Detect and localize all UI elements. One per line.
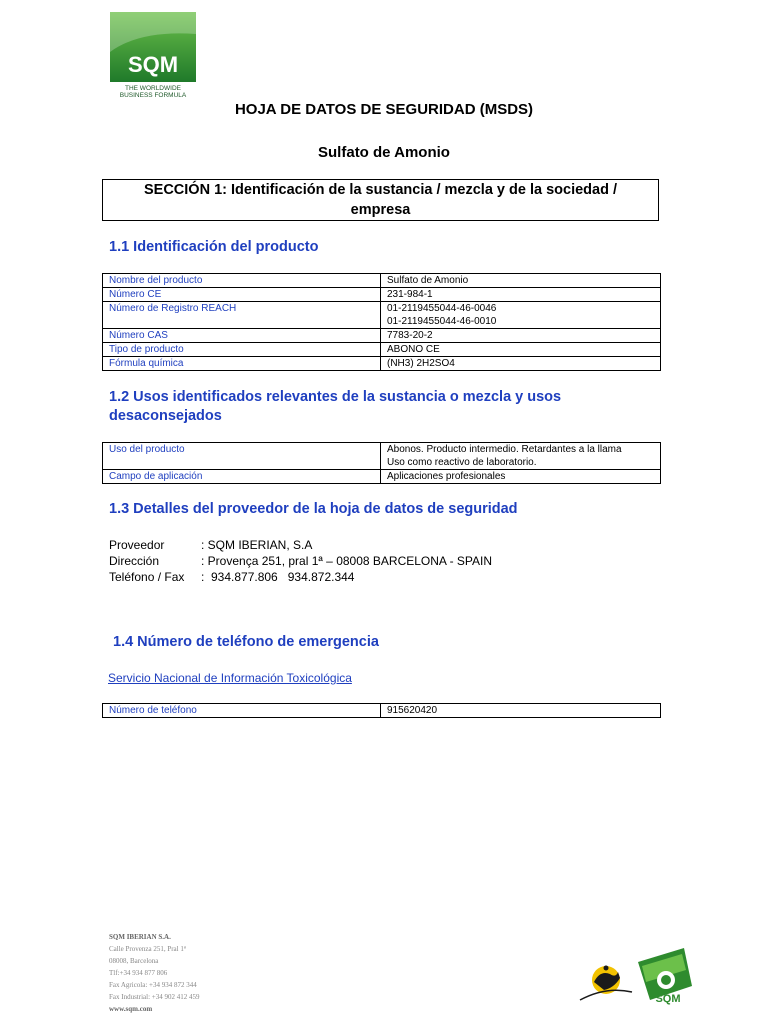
footer-address — [109, 931, 199, 1015]
section-1-title: SECCIÓN 1: Identificación de la sustancia / mezcla y de la sociedad / empresa — [102, 179, 659, 221]
supplier-value: : 934.877.806 934.872.344 — [201, 570, 355, 584]
badge-brand: SQM — [655, 993, 681, 1005]
heading-1-2: 1.2 Usos identificados relevantes de la sustancia o mezcla y usos desaconsejados — [109, 389, 562, 424]
table-row — [103, 357, 661, 371]
footer-company: SQM IBERIAN S.A. — [109, 933, 171, 941]
footer-line: Fax Agricola: +34 934 872 344 — [109, 981, 197, 989]
document-subtitle: Sulfato de Amonio — [318, 144, 450, 161]
row-label: Uso del producto — [103, 443, 381, 470]
row-value: 231-984-1 — [381, 288, 661, 302]
heading-1-1: 1.1 Identificación del producto — [109, 239, 319, 255]
emergency-phone-table — [102, 703, 661, 718]
table-row — [103, 302, 661, 329]
heading-1-4: 1.4 Número de teléfono de emergencia — [113, 634, 379, 650]
table-row — [103, 329, 661, 343]
supplier-label: Teléfono / Fax — [109, 570, 185, 584]
supplier-label: Proveedor — [109, 538, 165, 552]
row-value: (NH3) 2H2SO4 — [381, 357, 661, 371]
table-row — [103, 274, 661, 288]
identified-uses-table — [102, 442, 661, 484]
footer-line: Calle Provenza 251, Pral 1ª — [109, 945, 186, 953]
footer-logos — [576, 942, 696, 1008]
table-row — [103, 288, 661, 302]
table-row — [103, 343, 661, 357]
row-value: 01-2119455044-46-0046 01-2119455044-46-0010 — [381, 302, 661, 329]
row-label: Número CE — [103, 288, 381, 302]
supplier-row — [109, 553, 492, 569]
heading-1-3: 1.3 Detalles del proveedor de la hoja de datos de seguridad — [109, 501, 518, 517]
row-value: Aplicaciones profesionales — [381, 470, 661, 484]
row-label: Número CAS — [103, 329, 381, 343]
document-title: HOJA DE DATOS DE SEGURIDAD (MSDS) — [234, 101, 534, 118]
table-row — [103, 470, 661, 484]
footer-website: www.sqm.com — [109, 1005, 153, 1013]
footer-line: Fax Industrial: +34 902 412 459 — [109, 993, 200, 1001]
row-value: Abonos. Producto intermedio. Retardantes a la llama Uso como reactivo de laboratorio. — [381, 443, 661, 470]
row-label: Número de Registro REACH — [103, 302, 381, 329]
footer-line: 08008, Barcelona — [109, 957, 159, 965]
footer-line: Tlf:+34 934 877 806 — [109, 969, 168, 977]
sqm-badge-icon — [638, 948, 692, 1005]
globe-icon — [580, 966, 632, 1001]
logo-tagline-1: THE WORLDWIDE — [125, 85, 181, 92]
supplier-value: : Provença 251, pral 1ª – 08008 BARCELONA - SPAIN — [201, 554, 493, 568]
row-value: ABONO CE — [381, 343, 661, 357]
row-label: Nombre del producto — [103, 274, 381, 288]
row-label: Tipo de producto — [103, 343, 381, 357]
table-row — [103, 443, 661, 470]
table-row — [103, 704, 661, 718]
row-value: Sulfato de Amonio — [381, 274, 661, 288]
logo-tagline-2: BUSINESS FORMULA — [119, 92, 187, 98]
row-label: Número de teléfono — [103, 704, 381, 718]
logo-brand: SQM — [127, 52, 179, 77]
row-label: Campo de aplicación — [103, 470, 381, 484]
supplier-row — [109, 569, 354, 585]
product-identification-table — [102, 273, 661, 371]
row-value: 7783-20-2 — [381, 329, 661, 343]
supplier-value: : SQM IBERIAN, S.A — [201, 538, 313, 552]
supplier-row — [109, 537, 312, 553]
row-label: Fórmula química — [103, 357, 381, 371]
supplier-label: Dirección — [109, 554, 160, 568]
sqm-logo — [110, 12, 196, 98]
toxicology-service-link[interactable]: Servicio Nacional de Información Toxicológica — [108, 671, 352, 685]
row-value: 915620420 — [381, 704, 661, 718]
